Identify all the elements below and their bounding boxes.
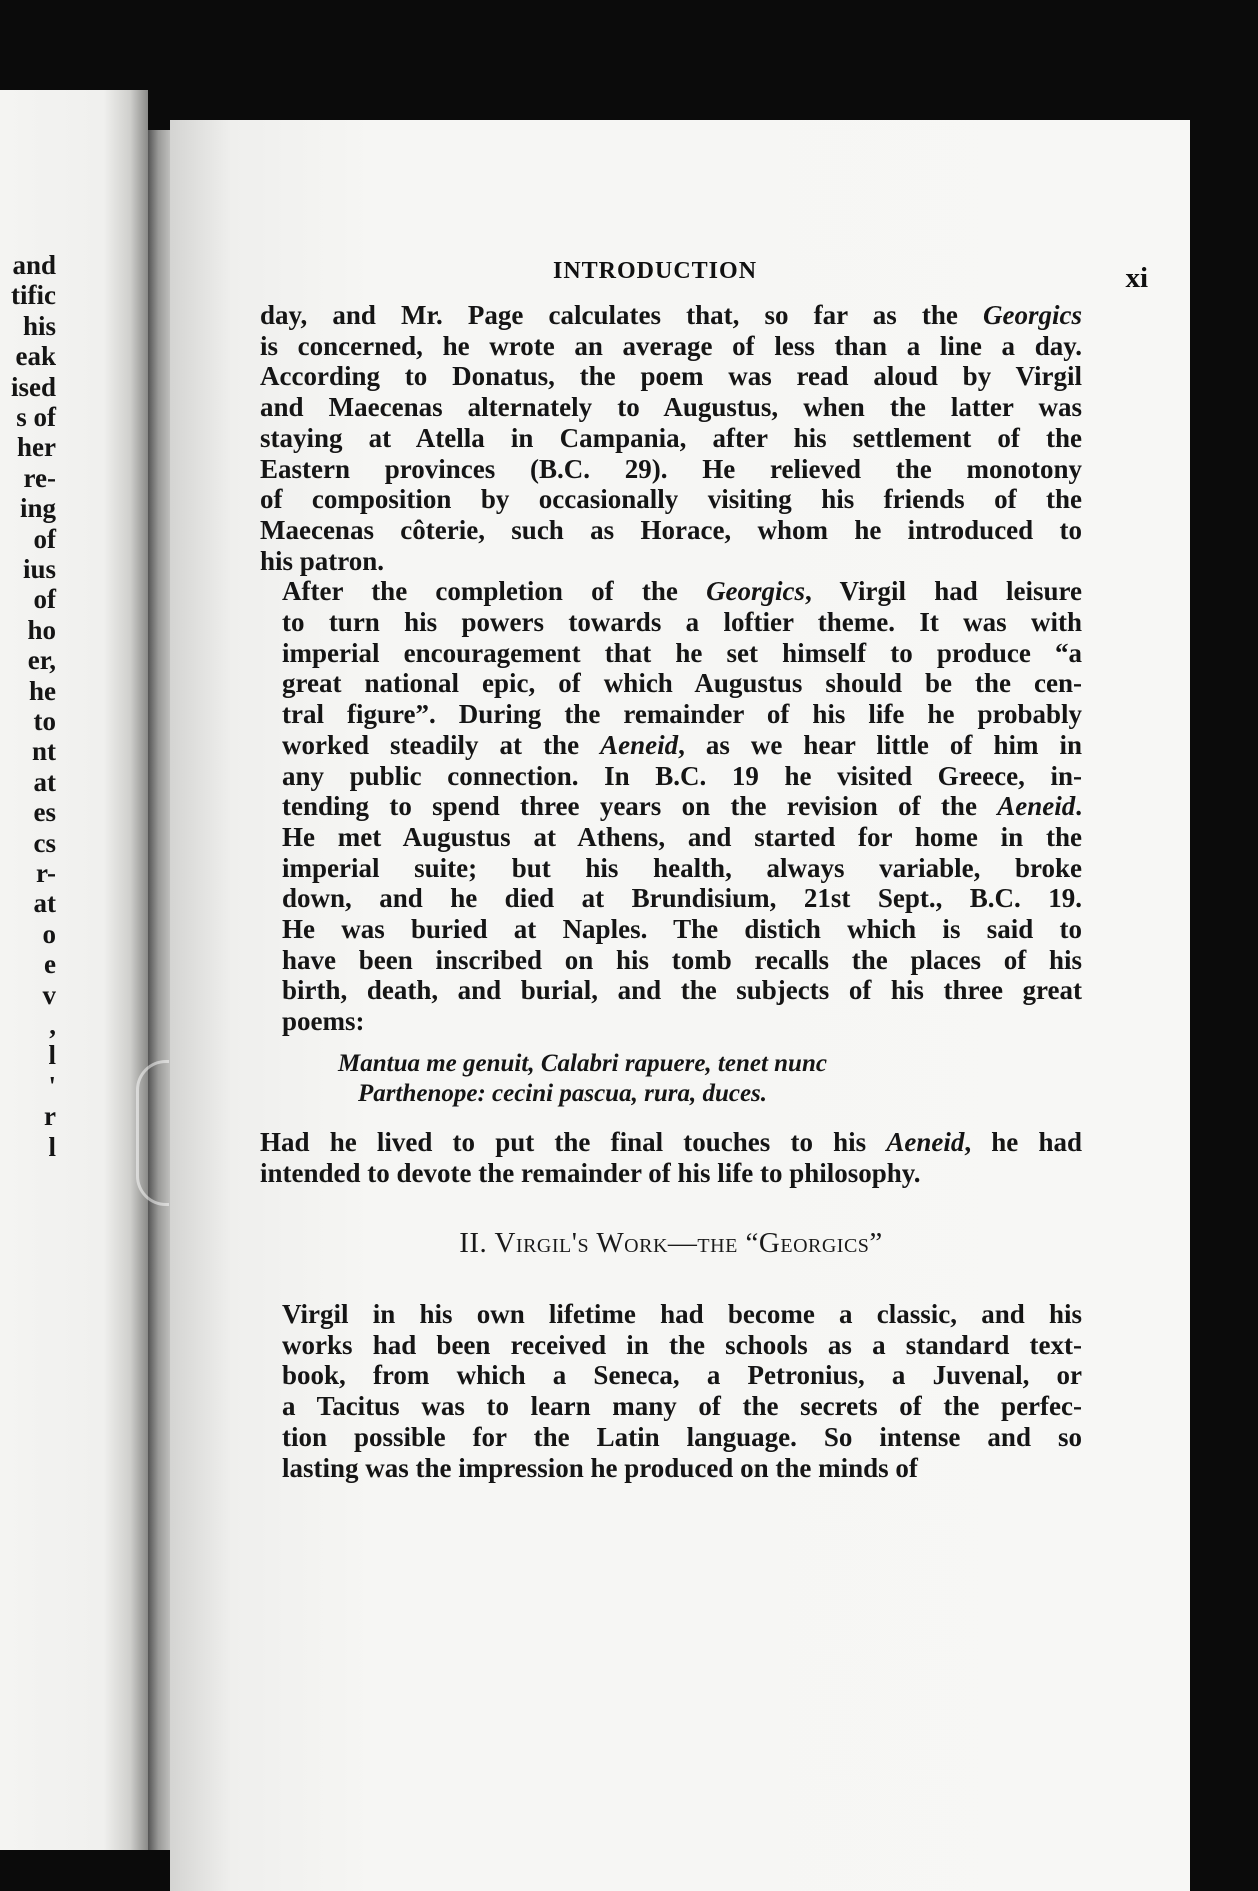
text-line: lasting was the impression he produced on the minds of	[282, 1452, 918, 1483]
text-line: any public connection. In B.C. 19 he visited Greece, in-	[282, 760, 1082, 791]
text-line: Virgil in his own lifetime had become a classic, and his	[282, 1298, 1082, 1329]
facing-page-fragment: at	[33, 888, 56, 919]
facing-page-fragment: v	[42, 979, 56, 1010]
page-number: xi	[1125, 262, 1148, 294]
text-line: staying at Atella in Campania, after his settlement of the	[260, 422, 1082, 453]
verse-line-1: Mantua me genuit, Calabri rapuere, tenet nunc	[338, 1049, 827, 1077]
facing-page-fragment: '	[48, 1070, 56, 1101]
paragraph-3	[260, 1127, 1082, 1188]
facing-page-fragment: her	[17, 432, 56, 463]
text-line: imperial encouragement that he set himself to produce “a	[282, 637, 1082, 668]
facing-page-fragment: he	[29, 675, 56, 706]
facing-page-fragment: es	[33, 797, 56, 828]
epitaph-verse	[260, 1049, 1082, 1109]
text-line: to turn his powers towards a loftier theme. It was with	[282, 607, 1082, 638]
text-line: According to Donatus, the poem was read aloud by Virgil	[260, 361, 1082, 392]
text-line: worked steadily at the Aeneid, as we hear little of him in	[282, 729, 1082, 760]
page-edge-curve	[136, 1060, 169, 1206]
facing-page-fragment: l	[48, 1131, 56, 1162]
facing-page-fragment: cs	[33, 827, 56, 858]
facing-page-fragment: o	[42, 918, 56, 949]
text-line: his patron.	[260, 545, 385, 576]
facing-page-fragment: re-	[23, 462, 56, 493]
facing-page-fragment: of	[33, 584, 56, 615]
text-line: He met Augustus at Athens, and started for home in the	[282, 821, 1082, 852]
text-line: tion possible for the Latin language. So intense and so	[282, 1421, 1082, 1452]
text-line: Had he lived to put the final touches to his Aeneid, he had	[260, 1126, 1082, 1157]
paragraph-2	[260, 576, 1082, 1037]
text-line: tending to spend three years on the revision of the Aeneid.	[282, 791, 1082, 822]
paragraph-4	[260, 1299, 1082, 1483]
text-line: intended to devote the remainder of his life to philosophy.	[260, 1157, 921, 1188]
text-line: He was buried at Naples. The distich which is said to	[282, 914, 1082, 945]
text-line: of composition by occasionally visiting his friends of the	[260, 484, 1082, 515]
paragraph-1	[260, 300, 1082, 576]
facing-page-fragment: eak	[15, 341, 56, 372]
facing-page-fragment: to	[33, 706, 56, 736]
text-line: great national epic, of which Augustus should be the cen-	[282, 668, 1082, 699]
running-head: INTRODUCTION	[553, 258, 758, 284]
facing-page-fragment: r	[44, 1101, 56, 1132]
section-heading	[260, 1228, 1082, 1259]
page-body	[260, 300, 1082, 1483]
facing-page-fragment: r-	[36, 858, 56, 888]
facing-page-fragment: at	[33, 766, 56, 797]
text-line: poems:	[282, 1006, 365, 1037]
facing-page-edge	[0, 90, 148, 1850]
text-line: have been inscribed on his tomb recalls the places of his	[282, 944, 1082, 975]
facing-page-fragment: and	[12, 250, 56, 280]
page-header	[170, 258, 1190, 298]
text-line: a Tacitus was to learn many of the secrets of the perfec-	[282, 1391, 1082, 1422]
facing-page-fragment: nt	[31, 736, 56, 767]
text-line: works had been received in the schools as a standard text-	[282, 1329, 1082, 1360]
text-line: After the completion of the Georgics, Virgil had leisure	[282, 576, 1082, 607]
facing-page-fragment: e	[44, 949, 56, 980]
facing-page-fragment: of	[33, 523, 56, 554]
text-line: birth, death, and burial, and the subjects of his three great	[282, 975, 1082, 1006]
facing-page-fragment: l	[48, 1040, 56, 1071]
book-page	[170, 120, 1190, 1891]
verse-line-2: Parthenope: cecini pascua, rura, duces.	[358, 1079, 768, 1107]
facing-page-fragment: ius	[22, 554, 56, 584]
text-line: down, and he died at Brundisium, 21st Sept., B.C. 19.	[282, 883, 1082, 914]
section-heading-text: II. Virgil's Work—the “Georgics”	[459, 1227, 883, 1260]
text-line: book, from which a Seneca, a Petronius, a Juvenal, or	[282, 1360, 1082, 1391]
facing-page-fragment: his	[22, 310, 56, 341]
text-line: imperial suite; but his health, always variable, broke	[282, 852, 1082, 883]
text-line: day, and Mr. Page calculates that, so far as the Georgics	[260, 300, 1082, 330]
text-line: and Maecenas alternately to Augustus, when the latter was	[260, 392, 1082, 423]
text-line: is concerned, he wrote an average of less than a line a day.	[260, 330, 1082, 361]
facing-page-fragment: er,	[27, 645, 56, 676]
text-line: Eastern provinces (B.C. 29). He relieved the monotony	[260, 453, 1082, 484]
facing-page-fragment: ho	[27, 614, 56, 645]
facing-page-fragment: ing	[19, 493, 56, 524]
facing-page-fragment: s of	[16, 402, 56, 432]
facing-page-fragment: ,	[49, 1010, 56, 1040]
text-line: Maecenas côterie, such as Horace, whom he introduced to	[260, 514, 1082, 545]
facing-page-fragment: ised	[10, 371, 56, 402]
facing-page-fragment: tific	[11, 280, 56, 311]
text-line: tral figure”. During the remainder of his life he probably	[282, 699, 1082, 730]
